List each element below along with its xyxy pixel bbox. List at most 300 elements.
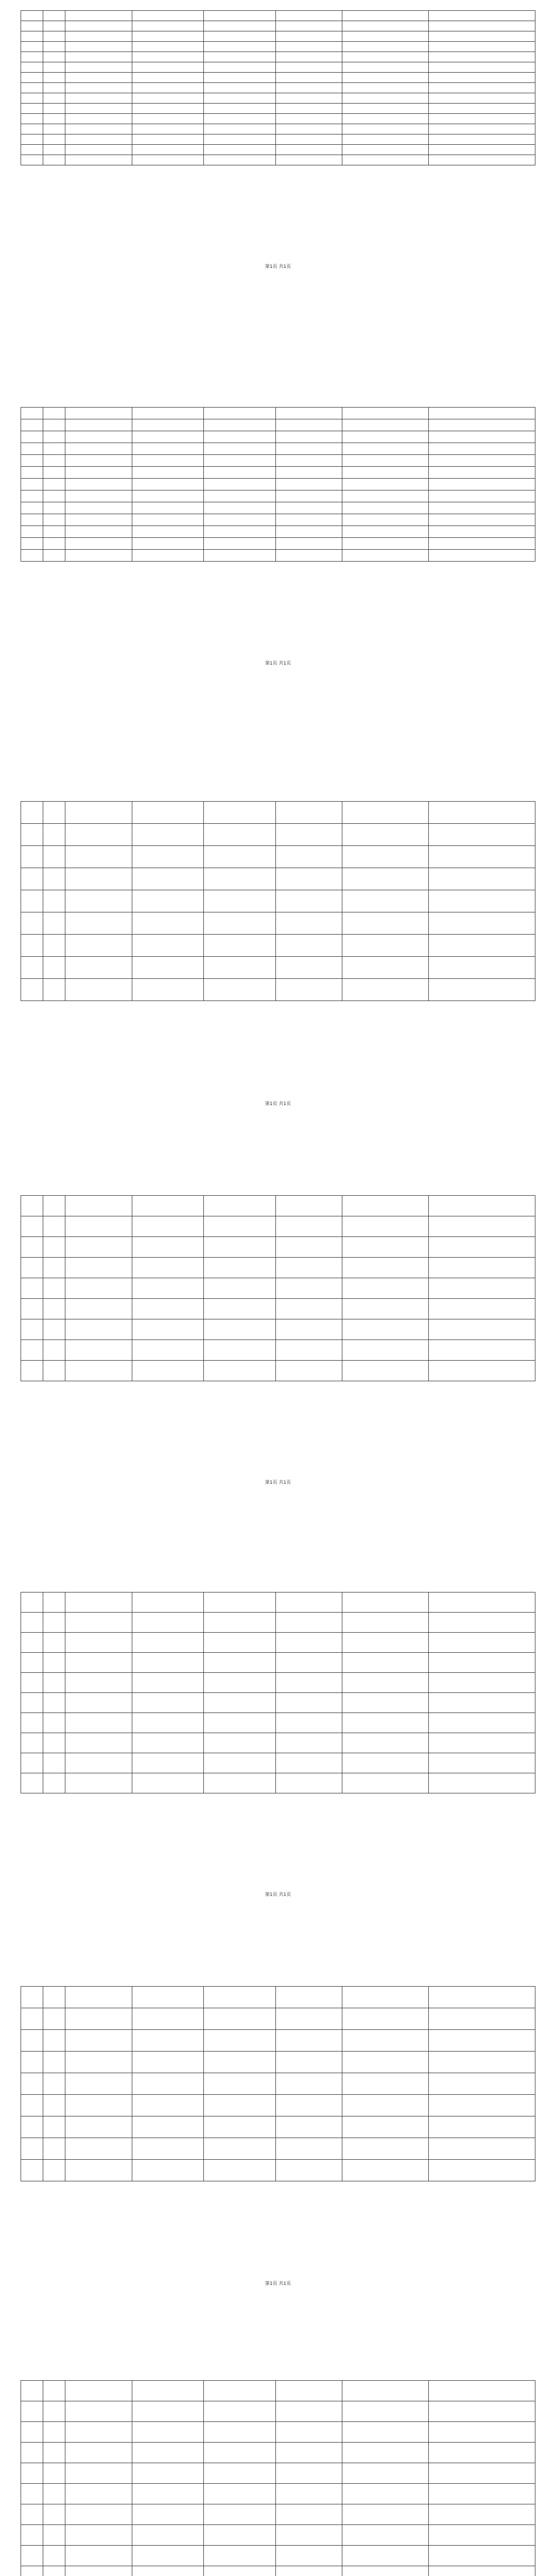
table-cell [342,2484,429,2504]
table-cell [43,2566,65,2576]
table-cell [275,538,342,550]
table-cell [342,104,429,114]
table-cell [342,2443,429,2463]
table-cell [342,538,429,550]
table-cell [342,846,429,868]
table-row [21,431,535,443]
table-cell [204,134,275,145]
table-cell [43,890,65,912]
table-cell [204,868,275,890]
table-cell [132,957,204,979]
table-cell [275,1278,342,1299]
table-cell [132,2525,204,2546]
table-cell [275,979,342,1001]
table-cell [204,1773,275,1793]
table-cell [275,502,342,514]
table-cell [429,490,535,502]
table-cell [204,1237,275,1258]
table-cell [65,73,132,83]
table-cell [429,502,535,514]
table-row [21,979,535,1001]
table-cell [21,11,43,21]
page-number-footer: 第1页 共1页 [265,1101,291,1107]
table-cell [21,104,43,114]
table-cell [204,1733,275,1753]
table-cell [65,1613,132,1633]
table-row [21,1361,535,1381]
table-cell [204,42,275,52]
table-cell [204,957,275,979]
table-cell [21,1613,43,1633]
table-row [21,490,535,502]
table-cell [43,2546,65,2566]
table-cell [132,2566,204,2576]
table-cell [429,935,535,957]
table-cell [342,2566,429,2576]
table-cell [342,2095,429,2116]
table-cell [65,21,132,31]
table-cell [204,846,275,868]
table-cell [275,124,342,134]
table-cell [342,1987,429,2008]
table-cell [342,2116,429,2138]
table-cell [43,73,65,83]
table-cell [65,1773,132,1793]
table-cell [65,1216,132,1237]
table-cell [43,83,65,93]
table-cell [65,2443,132,2463]
table-cell [342,1773,429,1793]
table-cell [342,2008,429,2030]
table-row [21,1258,535,1278]
table-cell [275,1773,342,1793]
table-cell [204,114,275,124]
table-cell [65,1987,132,2008]
table-cell [275,1633,342,1653]
table-cell [275,1673,342,1693]
table-cell [429,1216,535,1237]
table-cell [275,514,342,526]
table-cell [43,2008,65,2030]
table-cell [132,550,204,562]
table-cell [204,11,275,21]
table-cell [429,1319,535,1340]
table-cell [342,1713,429,1733]
page-number-footer: 第1页 共1页 [265,1480,291,1485]
table-cell [21,2030,43,2052]
table-cell [65,1633,132,1653]
table-cell [132,11,204,21]
table-cell [43,550,65,562]
table-cell [275,42,342,52]
table-cell [21,134,43,145]
table-row [21,21,535,31]
table-cell [429,846,535,868]
table-cell [65,2422,132,2443]
table-cell [204,2095,275,2116]
table-cell [342,1613,429,1633]
table-cell [429,93,535,104]
table-cell [132,1613,204,1633]
table-cell [65,935,132,957]
table-row [21,93,535,104]
table-row [21,526,535,538]
table-cell [65,514,132,526]
table-cell [132,912,204,935]
table-cell [43,408,65,419]
table-cell [342,2138,429,2160]
table-cell [21,2116,43,2138]
table-cell [65,490,132,502]
table-cell [132,2095,204,2116]
table-cell [21,890,43,912]
table-cell [65,979,132,1001]
register-page [21,1195,535,1485]
table-cell [204,62,275,73]
table-cell [429,455,535,467]
table-cell [65,93,132,104]
table-cell [21,1319,43,1340]
table-cell [65,550,132,562]
table-cell [429,2160,535,2181]
table-cell [275,479,342,490]
table-cell [21,1216,43,1237]
table-cell [65,52,132,62]
table-cell [204,2160,275,2181]
table-cell [21,1340,43,1361]
table-cell [21,502,43,514]
table-cell [132,2381,204,2401]
table-cell [21,114,43,124]
table-cell [275,846,342,868]
table-cell [132,2116,204,2138]
table-cell [275,1258,342,1278]
table-row [21,1987,535,2008]
table-cell [43,1299,65,1319]
table-row [21,1340,535,1361]
table-cell [43,155,65,165]
table-cell [132,1258,204,1278]
table-cell [132,1673,204,1693]
table-cell [132,514,204,526]
table-cell [43,479,65,490]
table-cell [65,11,132,21]
table-row [21,1196,535,1216]
table-cell [429,2138,535,2160]
table-cell [65,2463,132,2484]
table-cell [429,42,535,52]
table-cell [429,1633,535,1653]
table-cell [65,114,132,124]
table-cell [21,2052,43,2073]
table-cell [275,1361,342,1381]
table-cell [342,1733,429,1753]
table-cell [275,145,342,155]
table-row [21,1278,535,1299]
table-cell [21,2504,43,2525]
table-cell [43,957,65,979]
table-cell [429,11,535,21]
register-table [21,1195,535,1381]
table-cell [21,1361,43,1381]
table-cell [43,1693,65,1713]
table-cell [204,490,275,502]
table-cell [342,979,429,1001]
table-cell [342,1196,429,1216]
table-cell [204,1340,275,1361]
table-cell [275,2484,342,2504]
table-cell [204,802,275,824]
table-cell [429,1773,535,1793]
table-cell [429,1653,535,1673]
table-cell [65,419,132,431]
table-cell [204,824,275,846]
table-cell [342,1319,429,1340]
table-cell [43,824,65,846]
table-cell [204,408,275,419]
table-cell [342,1693,429,1713]
table-cell [342,93,429,104]
table-cell [204,2401,275,2422]
table-row [21,1299,535,1319]
table-cell [342,890,429,912]
table-cell [429,2546,535,2566]
table-cell [132,1299,204,1319]
table-cell [65,2525,132,2546]
table-cell [132,31,204,42]
table-row [21,538,535,550]
table-cell [275,73,342,83]
table-cell [342,912,429,935]
table-cell [65,479,132,490]
table-cell [43,2030,65,2052]
table-cell [43,1361,65,1381]
table-row [21,155,535,165]
table-cell [21,467,43,479]
table-cell [43,2463,65,2484]
table-cell [342,1753,429,1773]
table-cell [342,145,429,155]
table-cell [204,1633,275,1653]
table-cell [275,1753,342,1773]
table-cell [21,1653,43,1673]
table-cell [65,802,132,824]
table-cell [132,93,204,104]
table-cell [43,455,65,467]
table-cell [65,62,132,73]
table-cell [342,83,429,93]
table-cell [21,1237,43,1258]
table-cell [132,1592,204,1613]
table-cell [132,1987,204,2008]
table-cell [65,2116,132,2138]
table-cell [429,83,535,93]
table-cell [204,431,275,443]
table-cell [275,957,342,979]
page-number-footer: 第1页 共1页 [265,264,291,269]
table-row [21,455,535,467]
table-cell [132,2138,204,2160]
table-cell [275,2095,342,2116]
table-cell [204,1592,275,1613]
table-cell [132,2052,204,2073]
table-cell [275,83,342,93]
table-cell [65,2566,132,2576]
table-cell [204,1693,275,1713]
table-cell [342,419,429,431]
table-row [21,2566,535,2576]
table-cell [132,1713,204,1733]
table-cell [43,114,65,124]
table-cell [204,1753,275,1773]
table-cell [429,2484,535,2504]
table-cell [275,912,342,935]
table-cell [132,868,204,890]
table-cell [21,455,43,467]
table-cell [204,21,275,31]
table-cell [204,1673,275,1693]
table-cell [65,2073,132,2095]
table-row [21,1773,535,1793]
table-cell [429,1673,535,1693]
table-cell [429,443,535,455]
table-cell [204,912,275,935]
table-cell [275,52,342,62]
table-cell [43,502,65,514]
table-cell [43,979,65,1001]
table-cell [342,42,429,52]
table-cell [21,846,43,868]
table-cell [204,1613,275,1633]
table-row [21,912,535,935]
table-cell [204,526,275,538]
table-cell [21,2443,43,2463]
table-cell [275,2138,342,2160]
table-row [21,824,535,846]
table-cell [429,467,535,479]
table-cell [43,31,65,42]
table-cell [43,2484,65,2504]
table-cell [429,31,535,42]
table-cell [429,1299,535,1319]
table-cell [275,1693,342,1713]
table-cell [429,1196,535,1216]
table-cell [21,824,43,846]
table-cell [275,868,342,890]
table-cell [132,1753,204,1773]
table-cell [132,935,204,957]
table-cell [342,11,429,21]
table-cell [204,1299,275,1319]
table-cell [65,1361,132,1381]
table-cell [204,1361,275,1381]
table-row [21,2525,535,2546]
table-row [21,2138,535,2160]
table-cell [429,1340,535,1361]
table-cell [43,490,65,502]
table-cell [342,490,429,502]
table-cell [429,2525,535,2546]
table-cell [43,2525,65,2546]
table-cell [132,73,204,83]
table-cell [43,2401,65,2422]
table-cell [21,2546,43,2566]
table-cell [21,73,43,83]
table-cell [342,2504,429,2525]
table-cell [132,155,204,165]
table-cell [21,1713,43,1733]
table-cell [429,408,535,419]
table-cell [204,1258,275,1278]
table-cell [65,2095,132,2116]
table-cell [132,1196,204,1216]
table-cell [21,31,43,42]
table-cell [429,514,535,526]
table-cell [132,2546,204,2566]
table-row [21,145,535,155]
table-cell [429,2008,535,2030]
table-row [21,2401,535,2422]
table-cell [275,2525,342,2546]
table-cell [342,443,429,455]
table-cell [429,52,535,62]
table-cell [43,935,65,957]
table-cell [43,1216,65,1237]
table-cell [429,21,535,31]
table-cell [132,21,204,31]
table-cell [21,526,43,538]
table-cell [342,73,429,83]
table-cell [275,526,342,538]
table-cell [65,1278,132,1299]
table-cell [65,2138,132,2160]
page-number-footer: 第1页 共1页 [265,1892,291,1897]
table-row [21,550,535,562]
table-cell [275,31,342,42]
table-cell [65,538,132,550]
table-cell [21,2422,43,2443]
table-cell [132,2422,204,2443]
table-cell [43,538,65,550]
table-cell [43,104,65,114]
table-cell [204,2381,275,2401]
table-cell [342,1258,429,1278]
table-cell [21,21,43,31]
register-page [21,1986,535,2286]
table-cell [342,2401,429,2422]
table-cell [429,1592,535,1613]
table-cell [204,1319,275,1340]
table-cell [43,2138,65,2160]
table-cell [204,443,275,455]
table-cell [21,2401,43,2422]
table-cell [429,868,535,890]
page-number-footer: 第1页 共1页 [265,661,291,666]
table-cell [132,62,204,73]
table-cell [132,455,204,467]
table-cell [21,802,43,824]
table-cell [275,419,342,431]
table-cell [204,31,275,42]
table-cell [342,467,429,479]
table-cell [132,134,204,145]
register-table [21,407,535,562]
table-cell [43,846,65,868]
table-row [21,62,535,73]
table-cell [43,443,65,455]
table-row [21,114,535,124]
table-cell [43,802,65,824]
